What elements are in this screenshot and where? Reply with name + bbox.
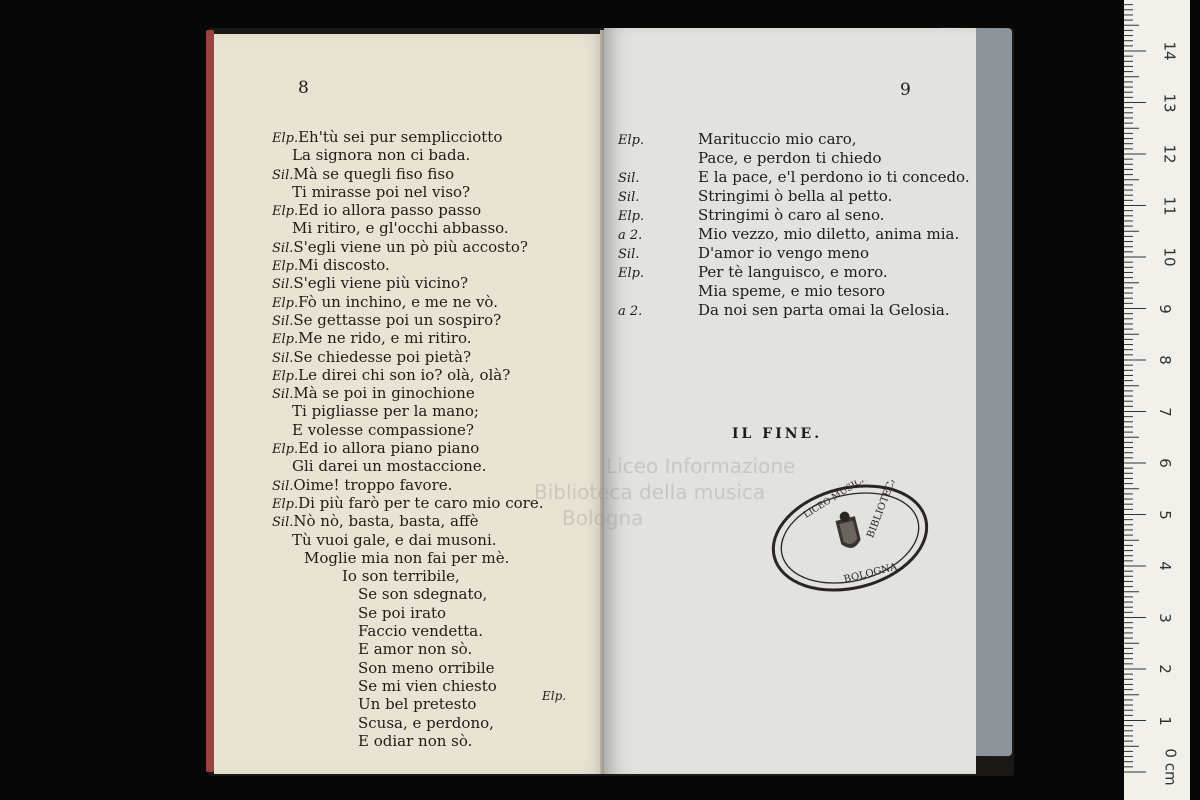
left_page-line xyxy=(272,457,543,475)
ruler-label: 3 xyxy=(1155,612,1174,623)
right_page-line xyxy=(618,149,970,168)
verse-text: E la pace, e'l perdono io ti concedo. xyxy=(698,168,970,186)
ruler-label: 13 xyxy=(1160,92,1179,113)
speaker-label: Elp. xyxy=(272,368,299,384)
ruler-label: 10 xyxy=(1160,247,1179,267)
ruler-label: 6 xyxy=(1155,458,1174,468)
ruler-label: 4 xyxy=(1155,561,1174,571)
verse-text: Mà se quegli fiso fiso xyxy=(293,164,455,183)
svg-text:BIBLIOTECA: BIBLIOTECA xyxy=(865,480,900,540)
verse-text: Ed io allora piano piano xyxy=(298,439,480,458)
ruler-label: 9 xyxy=(1155,303,1174,314)
speaker-label: a 2. xyxy=(618,304,643,319)
speaker-label: Elp. xyxy=(272,131,299,146)
left-page xyxy=(214,34,610,774)
left_page-line xyxy=(272,732,543,750)
verse-text: Fò un inchino, e me ne vò. xyxy=(298,292,498,311)
ruler-label: 7 xyxy=(1155,406,1174,417)
verse-text: Stringimi ò caro al seno. xyxy=(698,206,885,224)
left_page-line xyxy=(272,531,543,549)
right_page-line xyxy=(618,301,970,320)
right_page-line xyxy=(618,282,970,301)
verse-text: Mi discosto. xyxy=(298,256,390,275)
left_page-line xyxy=(272,348,543,366)
left_page-line xyxy=(272,622,543,640)
speaker-label: a 2. xyxy=(618,228,643,243)
verse-text: Le direi chi son io? olà, olà? xyxy=(298,365,511,384)
verse-text: S'egli viene un pò più accosto? xyxy=(293,237,528,256)
right-page xyxy=(534,28,976,774)
ruler-label: 8 xyxy=(1155,355,1174,365)
verse-text: Marituccio mio caro, xyxy=(698,130,857,148)
left_page-line xyxy=(272,714,543,732)
measuring-ruler xyxy=(1124,0,1190,800)
ruler-label: 11 xyxy=(1160,195,1179,216)
ruler-label: 2 xyxy=(1155,664,1174,674)
verse-text: D'amor io vengo meno xyxy=(698,244,870,262)
left_page-line xyxy=(272,256,543,274)
left_page-line xyxy=(272,512,543,530)
speaker-label: Sil. xyxy=(272,478,294,494)
speaker-label: Sil. xyxy=(272,387,294,403)
verse-text: Nò nò, basta, basta, affè xyxy=(293,512,479,531)
page-number-left: 8 xyxy=(298,78,309,98)
verse-text: Ti mirasse poi nel viso? xyxy=(292,182,471,201)
red-edge xyxy=(206,30,214,772)
verse-text: S'egli viene più vicino? xyxy=(293,274,469,293)
left_page-line xyxy=(272,238,543,256)
right_page-line xyxy=(618,263,970,282)
speaker-label: Elp. xyxy=(618,266,645,281)
speaker-label: Elp. xyxy=(272,204,299,220)
left_page-line xyxy=(272,165,543,183)
speaker-label: Sil. xyxy=(618,247,640,262)
left_page-line xyxy=(272,695,543,713)
verse-text: Mà se poi in ginochione xyxy=(293,384,475,403)
page-number-right: 9 xyxy=(900,80,911,100)
right_page-line xyxy=(618,206,970,225)
left_page-line xyxy=(272,402,543,420)
speaker-label: Elp. xyxy=(618,133,645,148)
speaker-label: Sil. xyxy=(272,350,294,366)
verse-text: Scusa, e perdono, xyxy=(358,713,494,732)
right_page-line xyxy=(618,130,970,149)
left_page-line xyxy=(272,421,543,439)
speaker-label: Sil. xyxy=(272,240,294,256)
verse-text: Tù vuoi gale, e dai musoni. xyxy=(292,530,497,549)
ruler-label: 12 xyxy=(1160,144,1179,164)
right_page-line xyxy=(618,187,970,206)
left_page-line xyxy=(272,604,543,622)
verse-text: Io son terribile, xyxy=(342,567,460,586)
speaker-label: Sil. xyxy=(272,277,294,293)
ruler-unit: 0 cm xyxy=(1161,748,1180,786)
left_page-line xyxy=(272,549,543,567)
verse-text: Gli darei un mostaccione. xyxy=(292,457,487,476)
verse-text: Mia speme, e mio tesoro xyxy=(698,282,885,300)
left_page-line xyxy=(272,311,543,329)
speaker-label: Sil. xyxy=(272,313,294,329)
verse-text: Moglie mia non fai per mè. xyxy=(304,548,510,567)
left_page-line xyxy=(272,201,543,219)
ruler-label: 1 xyxy=(1155,715,1174,726)
left_page-line xyxy=(272,183,543,201)
verse-text: Eh'tù sei pur semplicciotto xyxy=(298,128,503,146)
verse-text: E odiar non sò. xyxy=(358,731,473,750)
ruler-ticks xyxy=(1124,0,1190,800)
verse-text: Mi ritiro, e gl'occhi abbasso. xyxy=(292,219,509,238)
il-fine: IL FINE. xyxy=(732,426,823,442)
catchword: Elp. xyxy=(542,689,567,703)
speaker-label: Elp. xyxy=(272,295,299,311)
verse-text: Un bel pretesto xyxy=(358,695,477,714)
verse-text: Stringimi ò bella al petto. xyxy=(698,187,893,205)
right_page-line xyxy=(618,168,970,187)
verse-text: Faccio vendetta. xyxy=(358,622,483,641)
left_page-line xyxy=(272,659,543,677)
speaker-label: Elp. xyxy=(272,332,299,348)
speaker-label: Sil. xyxy=(618,190,640,205)
verse-text: Mio vezzo, mio diletto, anima mia. xyxy=(698,225,960,243)
left_page-line xyxy=(272,366,543,384)
verse-text: Me ne rido, e mi ritiro. xyxy=(298,329,472,348)
verse-text: Oime! troppo favore. xyxy=(293,475,453,494)
verse-text: Di più farò per te caro mio core. xyxy=(298,493,544,512)
verse-text: Ed io allora passo passo xyxy=(298,201,482,220)
left_page-line xyxy=(272,640,543,658)
speaker-label: Sil. xyxy=(272,515,294,531)
verse-text: Pace, e perdon ti chiedo xyxy=(698,149,882,167)
left_page-line xyxy=(272,677,543,695)
left_page-line xyxy=(272,219,543,237)
left-text-block xyxy=(272,128,543,750)
verse-text: E amor non sò. xyxy=(358,640,473,659)
speaker-label: Elp. xyxy=(618,209,645,224)
left_page-line xyxy=(272,274,543,292)
ruler-label: 5 xyxy=(1155,509,1174,520)
verse-text: E volesse compassione? xyxy=(292,420,474,439)
left_page-line xyxy=(272,293,543,311)
svg-text:BOLOGNA: BOLOGNA xyxy=(842,561,899,586)
ruler-label: 14 xyxy=(1160,41,1179,61)
right_page-line xyxy=(618,225,970,244)
speaker-label: Elp. xyxy=(272,259,299,275)
left_page-line xyxy=(272,585,543,603)
left_page-line xyxy=(272,476,543,494)
left_page-line xyxy=(272,128,543,146)
left_page-line xyxy=(272,567,543,585)
library-stamp xyxy=(768,480,932,596)
speaker-label: Sil. xyxy=(272,167,294,183)
speaker-label: Elp. xyxy=(272,442,299,458)
left_page-line xyxy=(272,439,543,457)
verse-text: Da noi sen parta omai la Gelosia. xyxy=(698,301,950,319)
watermark-line-1: Liceo Informazione xyxy=(606,454,796,478)
verse-text: Se gettasse poi un sospiro? xyxy=(293,310,502,329)
verse-text: Se son sdegnato, xyxy=(358,585,488,604)
watermark-line-2: Biblioteca della musica xyxy=(534,480,766,504)
left_page-line xyxy=(272,384,543,402)
right-text-block xyxy=(618,130,970,320)
verse-text: La signora non ci bada. xyxy=(292,146,471,165)
left_page-line xyxy=(272,494,543,512)
left_page-line xyxy=(272,329,543,347)
speaker-label: Elp. xyxy=(272,496,299,512)
speaker-label: Sil. xyxy=(618,171,640,186)
left_page-line xyxy=(272,146,543,164)
verse-text: Per tè languisco, e moro. xyxy=(698,263,888,281)
verse-text: Se mi vien chiesto xyxy=(358,676,497,695)
watermark-line-3: Bologna xyxy=(562,506,644,530)
verse-text: Son meno orribile xyxy=(358,658,495,677)
verse-text: Se poi irato xyxy=(358,603,447,622)
right_page-line xyxy=(618,244,970,263)
verse-text: Ti pigliasse per la mano; xyxy=(292,402,479,421)
verse-text: Se chiedesse poi pietà? xyxy=(293,347,472,366)
